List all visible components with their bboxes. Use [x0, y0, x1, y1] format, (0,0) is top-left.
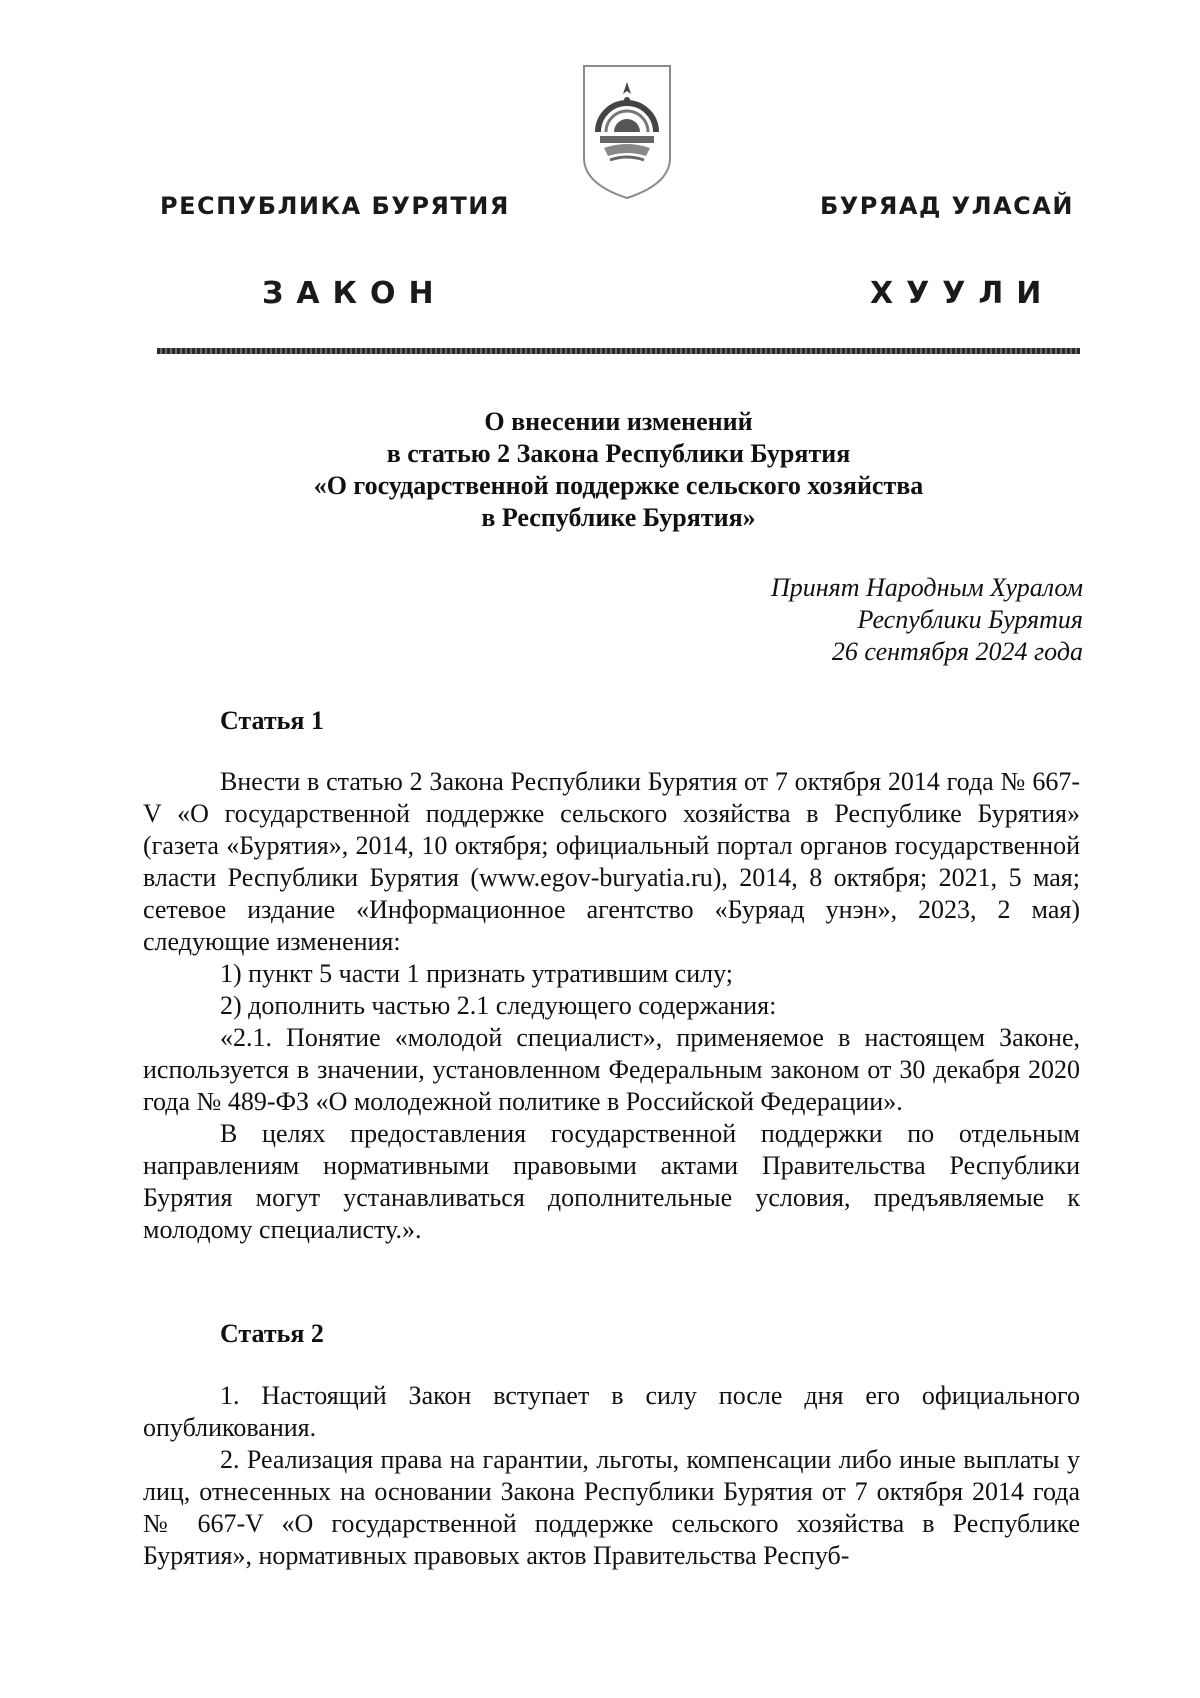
document-title — [157, 406, 1080, 534]
title-line: О внесении изменений — [484, 407, 753, 436]
adoption-note — [771, 572, 1083, 668]
paragraph: В целях предоставления государственной поддержки по отдельным направлениям нормативными правовыми актами Правительства Республики Бурятия могут устанавливаться дополнительные условия, предъявляемые к молодому специалисту.». — [143, 1119, 1080, 1244]
paragraph: Внести в статью 2 Закона Республики Бурятия от 7 октября 2014 года № 667-V «О государственной поддержке сельского хозяйства в Республике Бурятия» (газета «Бурятия», 2014, 10 октября; официальный портал органов государственной власти Республики Бурятия (www.egov-buryatia.ru), 2014, 8 октября; 2021, 5 мая; сетевое издание «Информационное агентство «Буряад унэн», 2023, 2 мая) следующие изменения: — [143, 767, 1080, 956]
republic-name-ru: РЕСПУБЛИКА БУРЯТИЯ — [160, 192, 510, 220]
article-1-body — [143, 766, 1080, 1246]
law-label-buryat: ХУУЛИ — [870, 276, 1055, 311]
adoption-line: Республики Бурятия — [857, 605, 1083, 634]
title-line: «О государственной поддержке сельского хозяйства — [313, 471, 924, 500]
paragraph: 1. Настоящий Закон вступает в силу после дня его официального опубликования. — [143, 1381, 1080, 1442]
article-1-heading: Статья 1 — [220, 706, 324, 735]
republic-name-buryat: БУРЯАД УЛАСАЙ — [820, 192, 1074, 220]
article-2-heading: Статья 2 — [220, 1319, 324, 1348]
paragraph: 1) пункт 5 части 1 признать утратившим силу; — [220, 959, 733, 988]
adoption-line: Принят Народным Хуралом — [770, 573, 1083, 602]
coat-of-arms-icon — [580, 62, 674, 202]
paragraph: 2. Реализация права на гарантии, льготы, компенсации либо иные выплаты у лиц, отнесенных на основании Закона Республики Бурятия от 7 октября 2014 года № 667-V «О государственной поддержке сельского хозяйства в Республике Бурятия», нормативных правовых актов Правительства Респуб- — [143, 1445, 1080, 1570]
title-line: в Республике Бурятия» — [481, 503, 756, 532]
article-2-body — [143, 1380, 1080, 1572]
title-line: в статью 2 Закона Республики Бурятия — [386, 439, 851, 468]
header-divider — [157, 348, 1080, 354]
paragraph: 2) дополнить частью 2.1 следующего содержания: — [220, 991, 777, 1020]
adoption-date: 26 сентября 2024 года — [831, 637, 1083, 666]
paragraph: «2.1. Понятие «молодой специалист», применяемое в настоящем Законе, используется в значении, установленном Федеральным законом от 30 декабря 2020 года № 489-ФЗ «О молодежной политике в Российской Федерации». — [143, 1023, 1080, 1116]
law-label-ru: ЗАКОН — [262, 276, 447, 311]
